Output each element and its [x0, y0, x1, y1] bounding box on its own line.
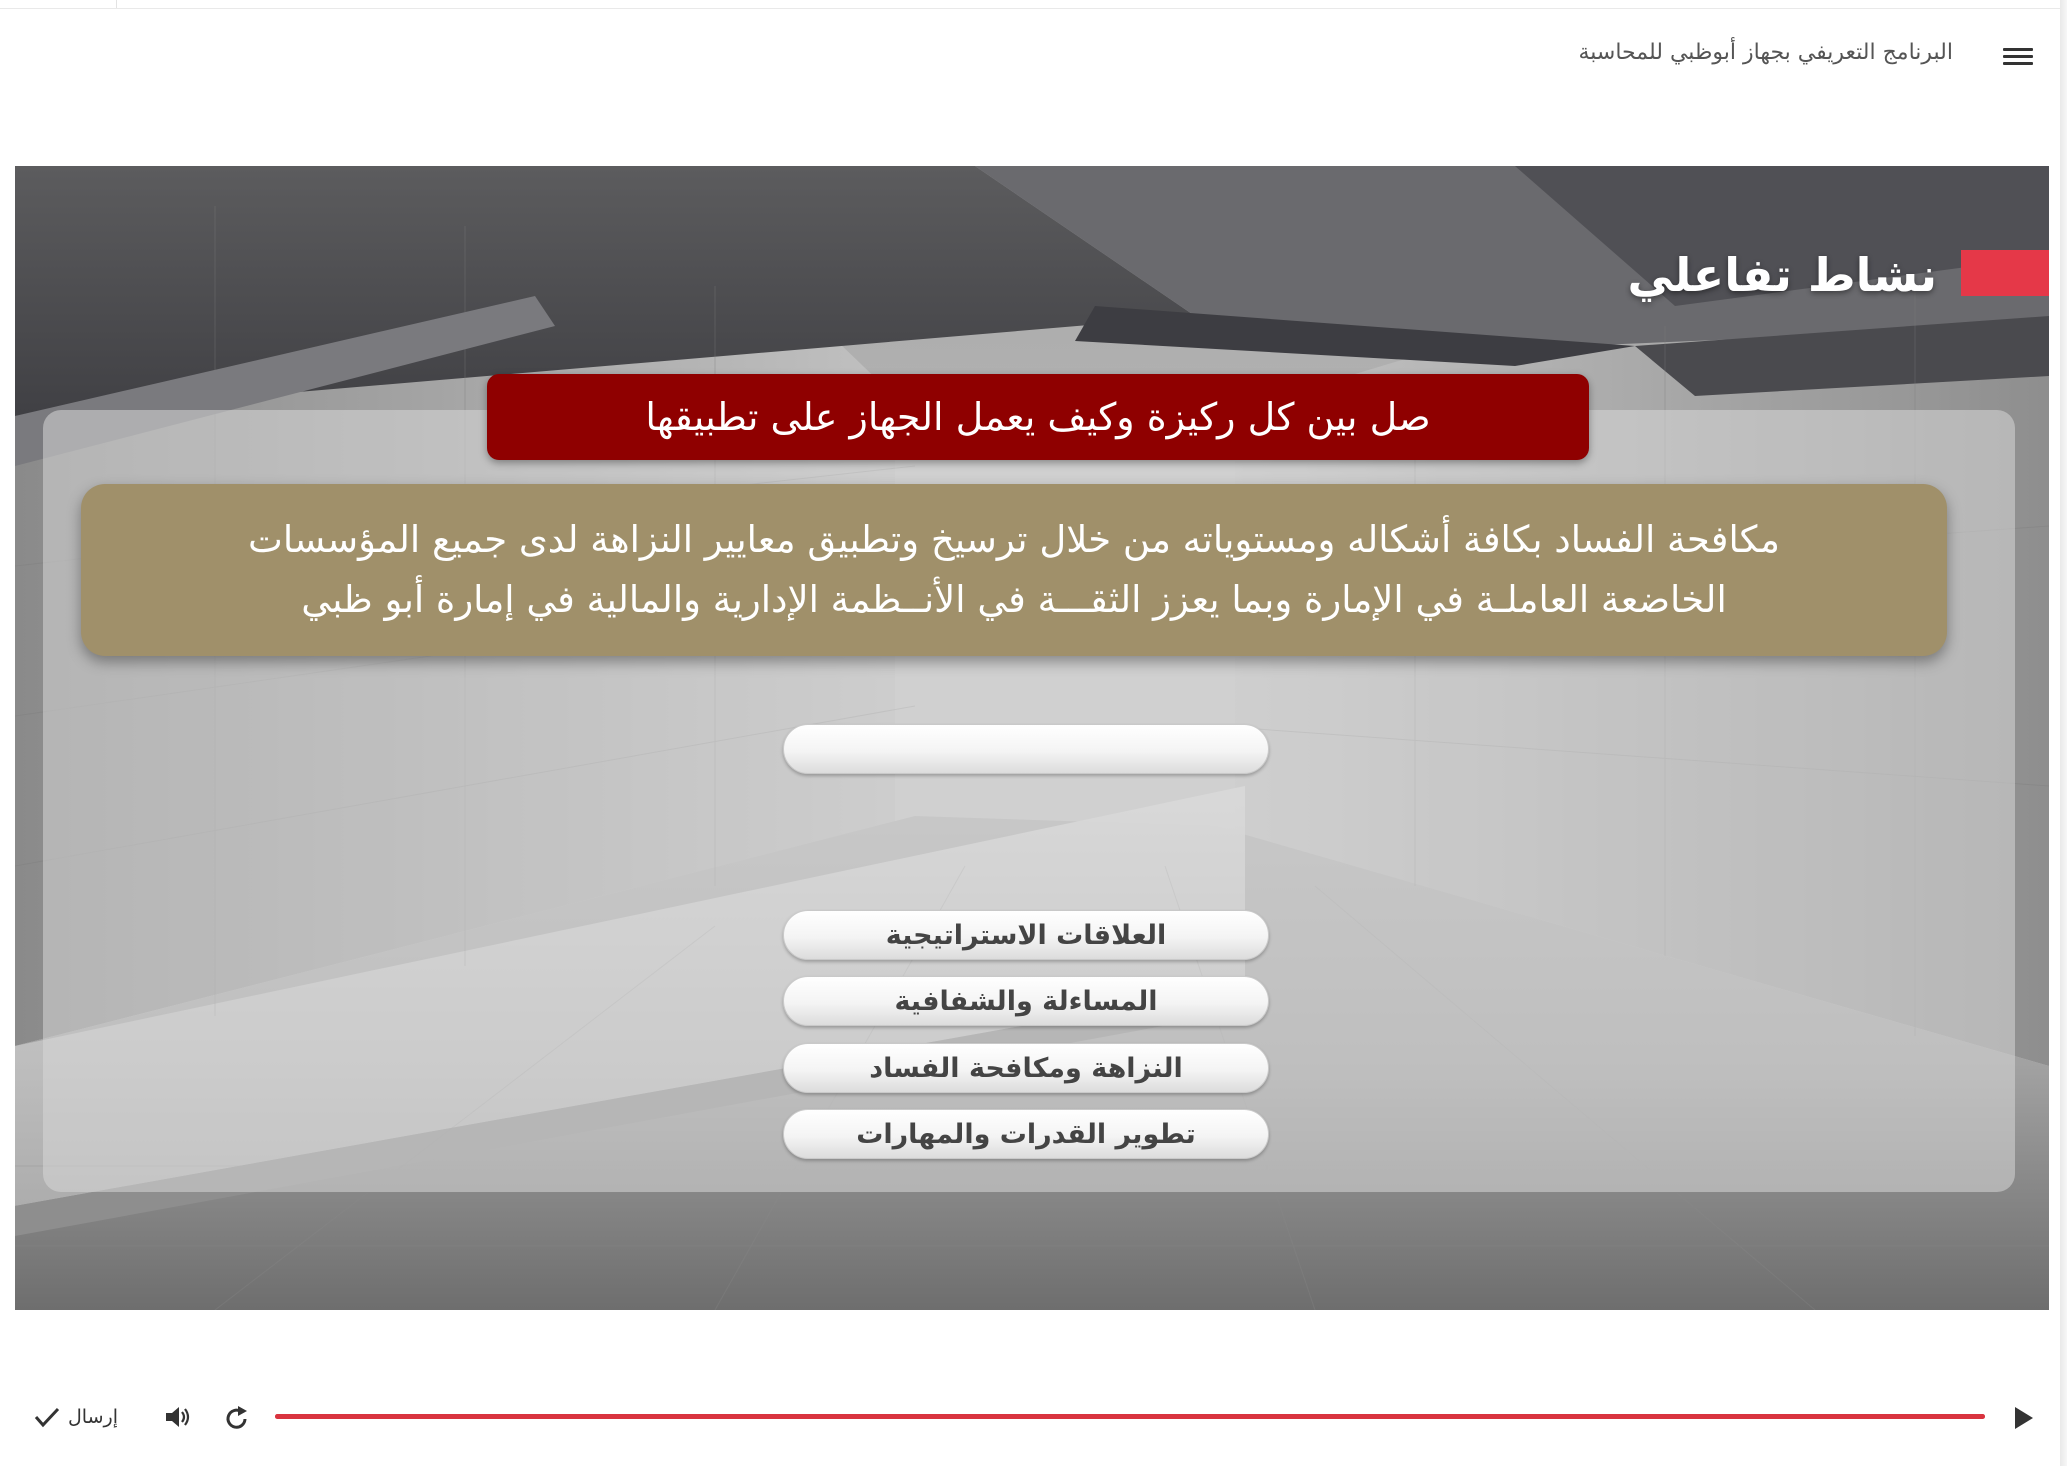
option-accountability-transparency[interactable]: المساءلة والشفافية	[783, 976, 1269, 1026]
answer-drop-zone[interactable]	[783, 724, 1269, 774]
statement-line-1: مكافحة الفساد بكافة أشكاله ومستوياته من خلال ترسيخ وتطبيق معايير النزاهة لدى جميع المؤسسات	[248, 518, 1780, 561]
submit-button[interactable]	[34, 1402, 118, 1432]
progress-fill	[275, 1414, 1985, 1419]
statement-box	[81, 484, 1947, 656]
top-tick-divider	[116, 0, 117, 8]
option-strategic-relations[interactable]: العلاقات الاستراتيجية	[783, 910, 1269, 960]
statement-line-2: الخاضعة العاملـة في الإمارة وبما يعزز الثقـــة في الأنــظمة الإدارية والمالية في إمارة أبو ظبي	[301, 578, 1727, 621]
submit-label: إرسال	[68, 1406, 118, 1428]
option-capacity-skills[interactable]: تطوير القدرات والمهارات	[783, 1109, 1269, 1159]
play-icon[interactable]	[2013, 1405, 2035, 1431]
speaker-icon[interactable]	[164, 1404, 192, 1430]
right-scroll-edge	[2060, 0, 2067, 1466]
instruction-banner: صل بين كل ركيزة وكيف يعمل الجهاز على تطبيقها	[487, 374, 1589, 460]
course-title: البرنامج التعريفي بجهاز أبوظبي للمحاسبة	[1578, 40, 1953, 65]
slide-title: نشاط تفاعلي	[1627, 248, 1937, 302]
progress-bar[interactable]	[275, 1414, 1985, 1419]
option-integrity-anticorruption[interactable]: النزاهة ومكافحة الفساد	[783, 1043, 1269, 1093]
hamburger-menu-icon[interactable]	[2003, 48, 2033, 72]
checkmark-icon	[34, 1406, 60, 1428]
replay-icon[interactable]	[224, 1404, 250, 1432]
slide-stage	[15, 166, 2049, 1310]
top-divider	[0, 8, 2060, 9]
title-accent-bar	[1961, 250, 2049, 296]
